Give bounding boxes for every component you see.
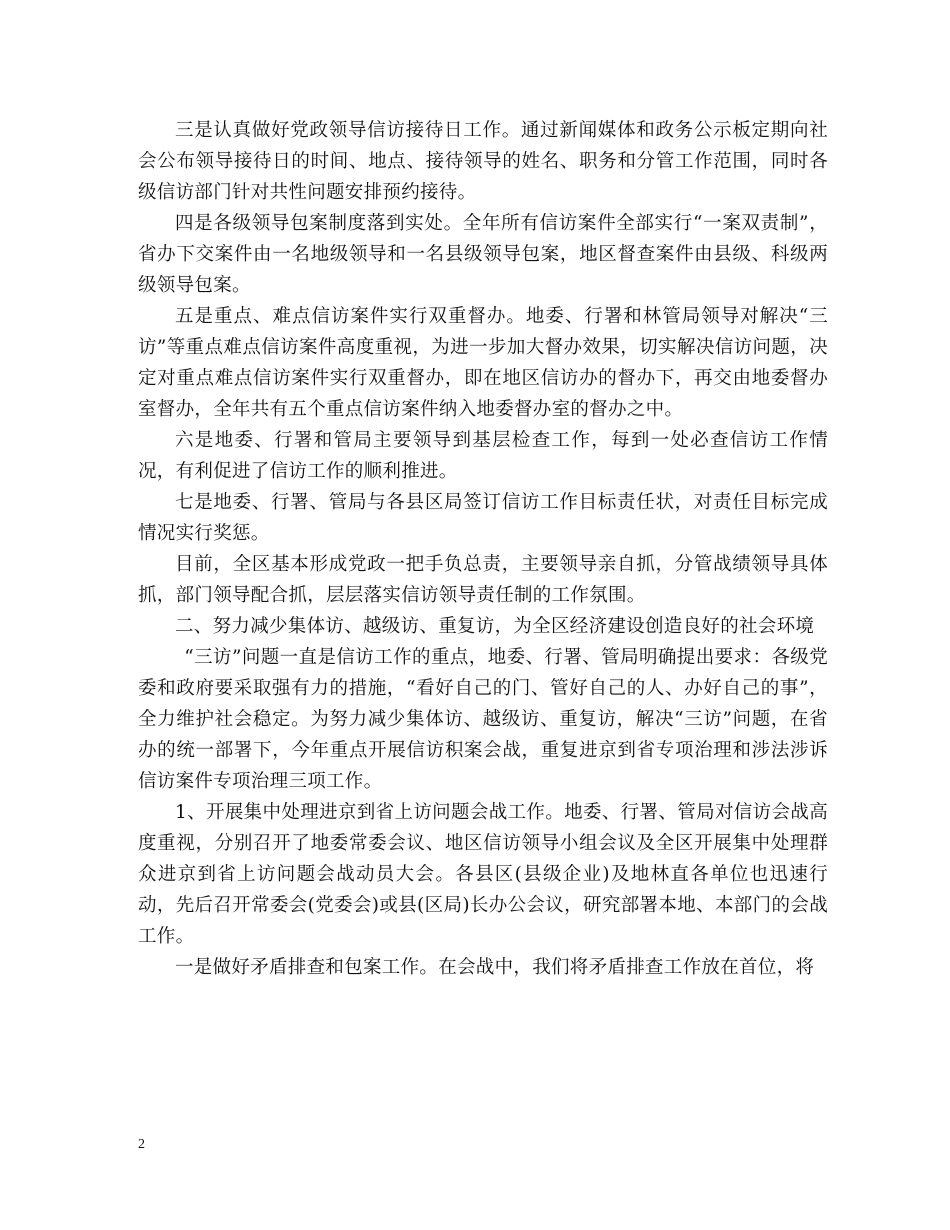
section-heading-reduce-petitions: 二、努力减少集体访、越级访、重复访，为全区经济建设创造良好的社会环境 bbox=[175, 616, 815, 637]
document-body bbox=[138, 115, 828, 983]
paragraph-three-petitions: “三访”问题一直是信访工作的重点，地委、行署、管局明确提出要求：各级党委和政府要采取强有力的措施，“看好自己的门、管好自己的人、办好自己的事”，全力维护社会稳定。为努力减少集体访、越级访、重复访，解决“三访”问题，在省办的统一部署下，今年重点开展信访积案会战，重复进京到省专项治理和涉法涉诉信访案件专项治理三项工作。 bbox=[138, 647, 828, 792]
paragraph-double-supervision: 五是重点、难点信访案件实行双重督办。地委、行署和林管局领导对解决“三访”等重点难点信访案件高度重视，为进一步加大督办效果，切实解决信访问题，决定对重点难点信访案件实行双重督办，即在地区信访办的督办下，再交由地委督办室督办，全年共有五个重点信访案件纳入地委督办室的督办之中。 bbox=[138, 306, 828, 420]
paragraph-responsibility-contract: 七是地委、行署、管局与各县区局签订信访工作目标责任状，对责任目标完成情况实行奖惩。 bbox=[138, 492, 828, 544]
paragraph-grassroots-inspection: 六是地委、行署和管局主要领导到基层检查工作，每到一处必查信访工作情况，有利促进了信访工作的顺利推进。 bbox=[138, 430, 828, 482]
paragraph-reception-day: 三是认真做好党政领导信访接待日工作。通过新闻媒体和政务公示板定期向社会公布领导接待日的时间、地点、接待领导的姓名、职务和分管工作范围，同时各级信访部门针对共性问题安排预约接待。 bbox=[138, 120, 828, 203]
page-number: 2 bbox=[138, 1137, 145, 1152]
paragraph-campaign-work: 1、开展集中处理进京到省上访问题会战工作。地委、行署、管局对信访会战高度重视，分别召开了地委常委会议、地区信访领导小组会议及全区开展集中处理群众进京到省上访问题会战动员大会。各县区(县级企业)及地林直各单位也迅速行动，先后召开常委会(党委会)或县(区局)长办公会议，研究部署本地、本部门的会战工作。 bbox=[138, 802, 828, 947]
paragraph-case-responsibility: 四是各级领导包案制度落到实处。全年所有信访案件全部实行“一案双责制”，省办下交案件由一名地级领导和一名县级领导包案，地区督查案件由县级、科级两级领导包案。 bbox=[138, 213, 828, 296]
paragraph-current-status: 目前，全区基本形成党政一把手负总责，主要领导亲自抓，分管战绩领导具体抓，部门领导配合抓，层层落实信访领导责任制的工作氛围。 bbox=[138, 554, 828, 606]
paragraph-conflict-screening: 一是做好矛盾排查和包案工作。在会战中，我们将矛盾排查工作放在首位，将 bbox=[175, 957, 815, 978]
